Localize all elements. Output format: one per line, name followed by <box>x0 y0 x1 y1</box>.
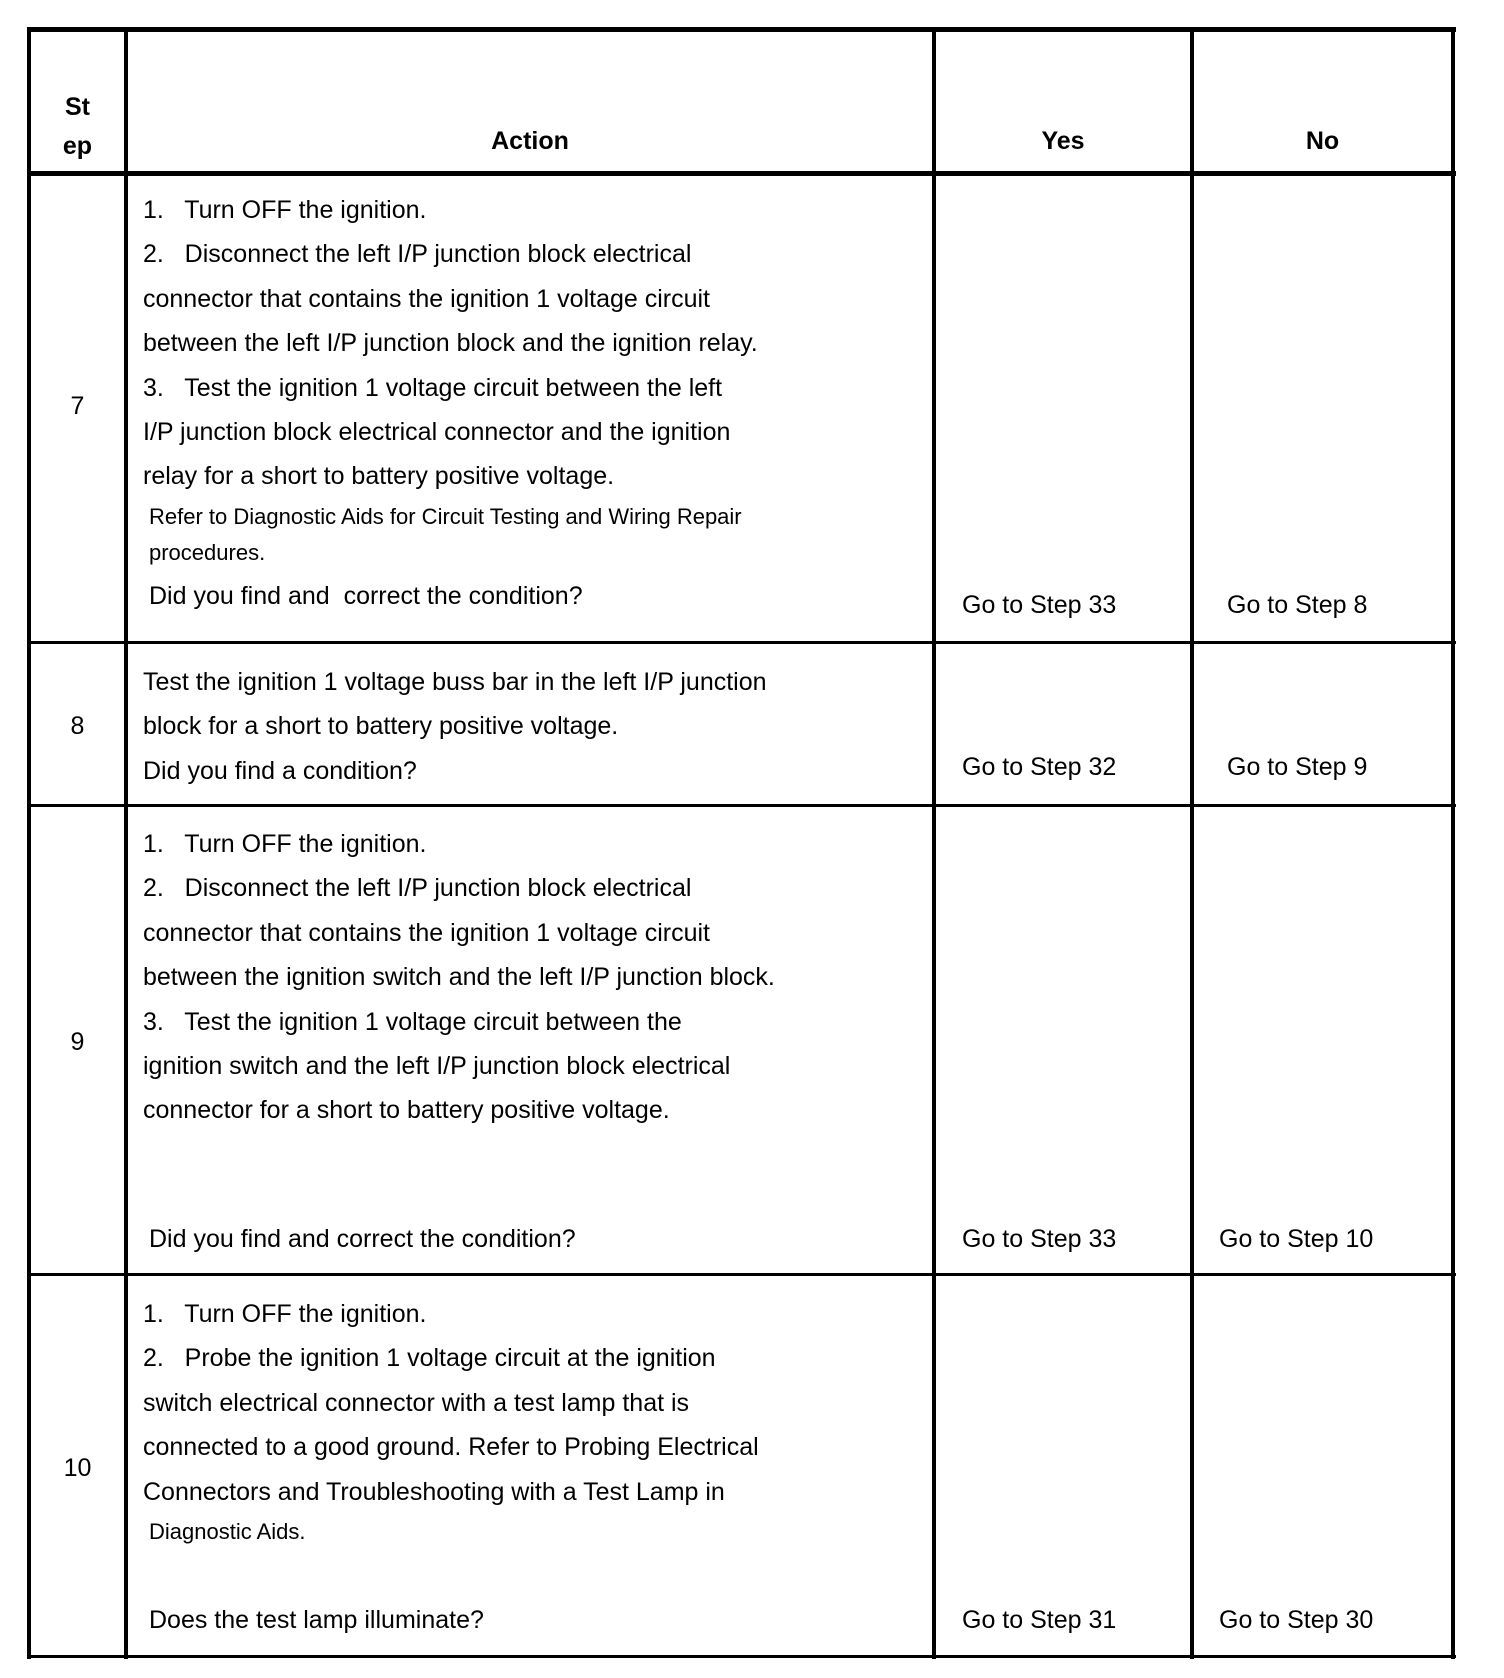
header-bottom-border <box>27 171 1456 176</box>
yes-outcome: Go to Step 33 <box>962 1225 1117 1253</box>
header-step-line: St <box>65 93 90 121</box>
no-outcome: Go to Step 10 <box>1219 1225 1374 1253</box>
action-line: 1. Turn OFF the ignition. <box>143 1300 427 1328</box>
action-line: between the ignition switch and the left I/P junction block. <box>143 963 775 992</box>
action-line: block for a short to battery positive voltage. <box>143 712 619 741</box>
yes-outcome: Go to Step 33 <box>962 591 1117 619</box>
action-text <box>143 188 923 571</box>
action-question: Did you find and correct the condition? <box>149 1225 576 1253</box>
header-step-line: ep <box>62 132 93 160</box>
action-line: Test the ignition 1 voltage buss bar in the left I/P junction <box>143 668 767 696</box>
action-text <box>143 660 923 793</box>
action-line: 3. Test the ignition 1 voltage circuit between the left <box>143 373 723 402</box>
action-line: 1. Turn OFF the ignition. <box>143 830 427 858</box>
no-outcome: Go to Step 30 <box>1219 1606 1374 1634</box>
action-line: ignition switch and the left I/P junction block electrical <box>143 1051 731 1080</box>
action-text <box>143 1292 923 1550</box>
table-top-border <box>27 27 1456 32</box>
action-line: Diagnostic Aids. <box>149 1518 306 1544</box>
step-number: 10 <box>63 1454 92 1482</box>
column-divider <box>1451 29 1455 1659</box>
header-action: Action <box>491 127 569 155</box>
action-line: 2. Disconnect the left I/P junction block electrical <box>143 240 692 269</box>
action-text <box>143 822 923 1133</box>
action-line: 2. Probe the ignition 1 voltage circuit at the ignition <box>143 1344 716 1373</box>
step-number: 7 <box>70 392 85 420</box>
action-line: between the left I/P junction block and the ignition relay. <box>143 329 758 358</box>
action-question: Did you find and correct the condition? <box>149 582 583 610</box>
header-yes: Yes <box>1041 127 1085 155</box>
action-line: connected to a good ground. Refer to Probing Electrical <box>143 1433 759 1462</box>
column-divider <box>27 29 31 1659</box>
action-line: relay for a short to battery positive voltage. <box>143 462 615 491</box>
action-line: connector that contains the ignition 1 voltage circuit <box>143 918 711 947</box>
action-line: switch electrical connector with a test lamp that is <box>143 1388 690 1417</box>
no-outcome: Go to Step 9 <box>1227 753 1368 781</box>
action-line: 1. Turn OFF the ignition. <box>143 196 427 224</box>
row-divider <box>27 1273 1456 1276</box>
header-no: No <box>1305 127 1340 155</box>
row-divider <box>27 804 1456 807</box>
action-line: Did you find a condition? <box>143 756 417 785</box>
action-line: connector that contains the ignition 1 voltage circuit <box>143 284 711 313</box>
action-line: procedures. <box>149 539 266 565</box>
table-bottom-border <box>27 1655 1456 1658</box>
action-line: Connectors and Troubleshooting with a Test Lamp in <box>143 1477 725 1506</box>
no-outcome: Go to Step 8 <box>1227 591 1368 619</box>
step-number: 9 <box>70 1028 85 1056</box>
action-line: connector for a short to battery positive voltage. <box>143 1096 670 1125</box>
action-line: 3. Test the ignition 1 voltage circuit between the <box>143 1007 682 1036</box>
action-question: Does the test lamp illuminate? <box>149 1606 484 1634</box>
header-step <box>29 88 126 166</box>
step-number: 8 <box>70 712 85 740</box>
action-line: I/P junction block electrical connector and the ignition <box>143 417 731 446</box>
column-divider <box>932 29 936 1659</box>
yes-outcome: Go to Step 32 <box>962 753 1117 781</box>
column-divider <box>124 29 128 1659</box>
action-line: 2. Disconnect the left I/P junction block electrical <box>143 874 692 903</box>
row-divider <box>27 641 1456 644</box>
action-line: Refer to Diagnostic Aids for Circuit Testing and Wiring Repair <box>149 503 742 529</box>
yes-outcome: Go to Step 31 <box>962 1606 1117 1634</box>
column-divider <box>1190 29 1194 1659</box>
